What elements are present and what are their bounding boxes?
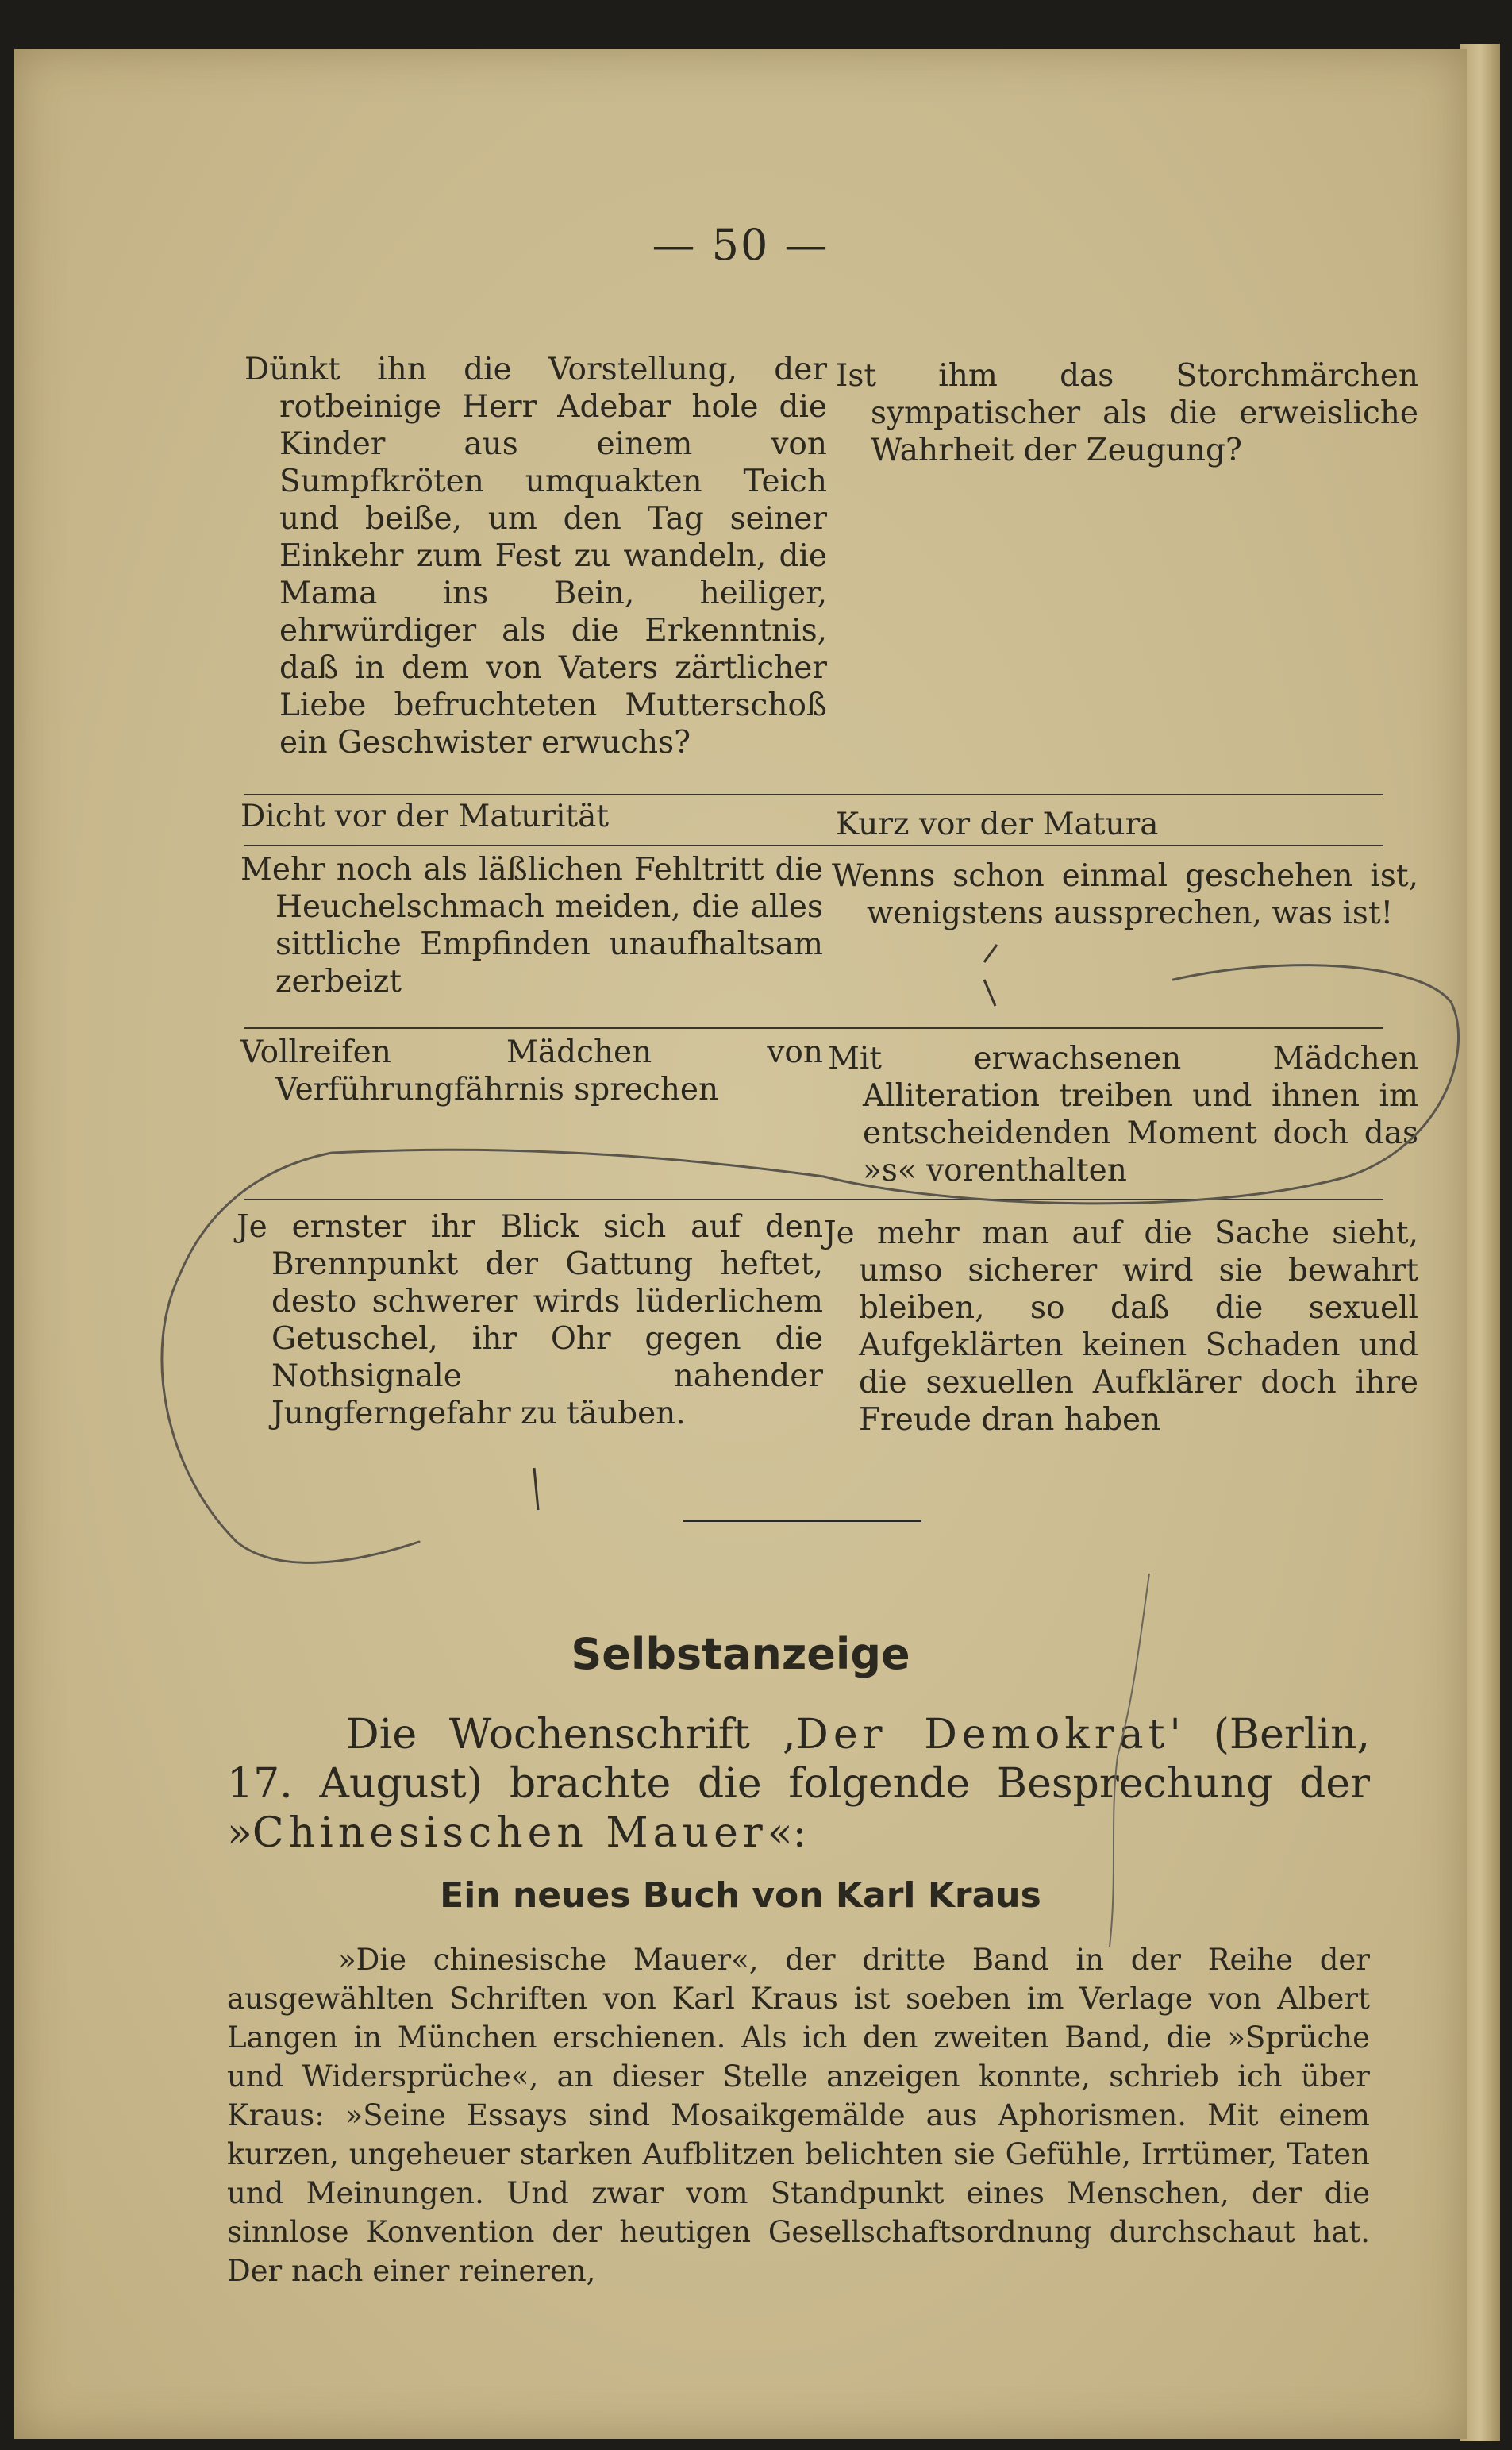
- book-title: Chinesischen Mauer: [252, 1809, 768, 1857]
- section-title: Selbstanzeige: [571, 1629, 910, 1679]
- pencil-tick-mark: [534, 1468, 538, 1510]
- column-header-left: Dicht vor der Maturität: [240, 799, 610, 834]
- article-body: »Die chinesische Mauer«, der dritte Band in der Reihe der ausgewählten Schriften von Karl Kraus ist soeben im Verlage von Albert Langen in München erschienen. Als ich den zweiten Band, die »Sprüche und Widersprüche«, an dieser Stelle anzeigen konnte, schrieb ich über Kraus: »Seine Essays sind Mosaikgemälde aus Aphorismen. Mit einem kurzen, ungeheuer starken Aufblitzen belichten sie Gefühle, Irrtümer, Taten und Meinungen. Und zwar vom Standpunkt eines Menschen, der die sinnlose Konvention der heutigen Gesellschaftsordnung durchschaut hat. Der nach einer reineren,: [227, 1943, 1370, 2288]
- pencil-loop-mark: [162, 965, 1459, 1563]
- row4-right-cell: Je mehr man auf die Sache sieht, umso sicherer wird sie bewahrt bleiben, so daß die sexuell Aufgeklärten keinen Schaden und die sexuellen Aufklärer doch ihre Freude dran haben: [824, 1215, 1418, 1438]
- pencil-margin-stroke: [1110, 1574, 1149, 1947]
- book-page: [14, 49, 1467, 2439]
- pencil-annotations: [14, 49, 1467, 2439]
- row3-right-cell: Mit erwachsenen Mädchen Alliteration treiben und ihnen im entscheidenden Moment doch das »s« vorenthalten: [828, 1041, 1418, 1188]
- row2-right-cell: Wenns schon einmal geschehen ist, wenigstens aussprechen, was ist!: [832, 858, 1418, 931]
- row3-left-cell: Vollreifen Mädchen von Verführungfährnis sprechen: [240, 1034, 823, 1108]
- intro-text-3: «:: [767, 1809, 807, 1857]
- row4-left-cell: Je ernster ihr Blick sich auf den Brennpunkt der Gattung heftet, desto schwerer wirds lüderlichem Getuschel, ihr Ohr gegen die Nothsignale nahender Jungferngefahr zu täuben.: [237, 1209, 823, 1431]
- row1-right-cell: Ist ihm das Storchmärchen sympatischer als die erweisliche Wahrheit der Zeugung?: [836, 358, 1418, 468]
- page-number: — 50 —: [652, 220, 829, 270]
- row1-left-cell: Dünkt ihn die Vorstellung, der rotbeinige Herr Adebar hole die Kinder aus einem von Sumpfkröten umquakten Teich und beiße, um den Tag seiner Einkehr zum Fest zu wandeln, die Mama ins Bein, heiliger, ehrwürdiger als die Erkenntnis, daß in dem von Vaters zärtlicher Liebe befruchteten Mutterschoß ein Geschwister erwuchs?: [244, 352, 827, 761]
- article-title: Ein neues Buch von Karl Kraus: [440, 1875, 1041, 1916]
- intro-text-1: Die Wochenschrift ‚: [346, 1711, 796, 1759]
- periodical-name: Der Demokrat: [795, 1711, 1170, 1759]
- intro-text-2: ' (Berlin, 17. August) brachte die folgende Besprechung der »: [227, 1711, 1370, 1857]
- pencil-slash-mark: [984, 980, 995, 1006]
- row2-left-cell: Mehr noch als läßlichen Fehltritt die Heuchelschmach meiden, die alles sittliche Empfinden unaufhaltsam zerbeizt: [240, 852, 823, 1000]
- pencil-slash-mark: [984, 945, 997, 962]
- column-header-right: Kurz vor der Matura: [836, 807, 1159, 842]
